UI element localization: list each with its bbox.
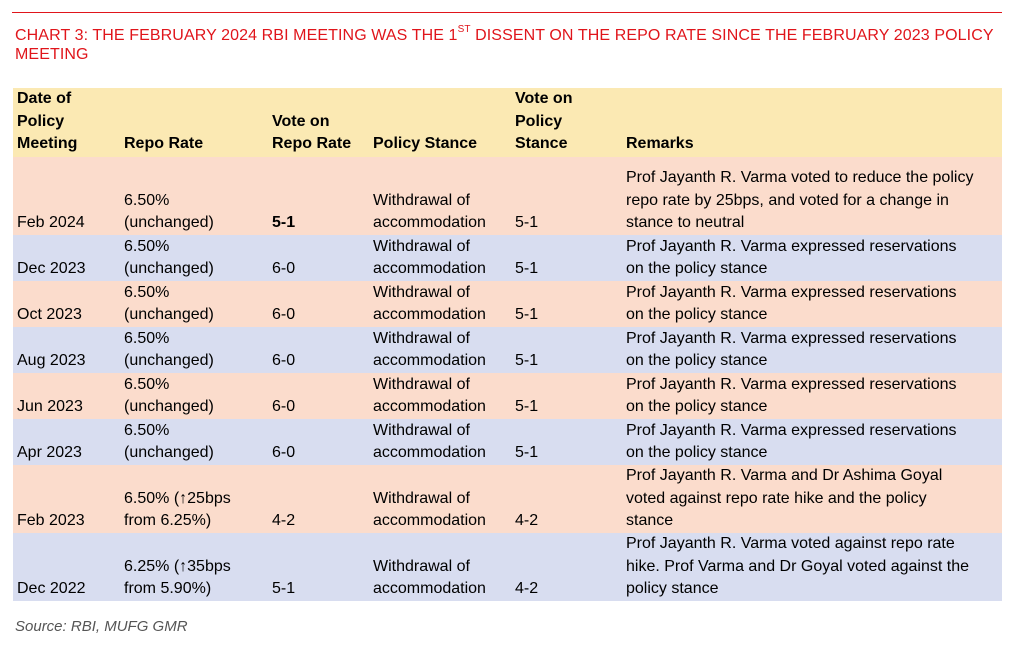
header-date: Date of Policy Meeting	[17, 90, 78, 152]
header-vote-repo: Vote on Repo Rate	[272, 112, 352, 152]
cell-vote-repo: 5-1	[272, 580, 296, 597]
cell-policy-stance: Withdrawal of accommodation	[373, 237, 486, 277]
cell-remarks: Prof Jayanth R. Varma expressed reservations on the policy stance	[626, 421, 957, 461]
table-row	[13, 157, 1002, 235]
cell-policy-stance: Withdrawal of accommodation	[373, 421, 486, 461]
cell-repo-rate: 6.50% (unchanged)	[124, 421, 214, 461]
cell-repo-rate: 6.50% (unchanged)	[124, 191, 214, 231]
policy-votes-table	[13, 88, 1002, 601]
cell-vote-stance: 5-1	[515, 352, 539, 369]
table-header-row	[13, 88, 1002, 157]
cell-date: Feb 2023	[17, 512, 85, 529]
cell-remarks: Prof Jayanth R. Varma expressed reservations on the policy stance	[626, 329, 957, 369]
header-vote-stance: Vote on Policy Stance	[515, 90, 573, 152]
cell-vote-stance: 5-1	[515, 260, 539, 277]
table-row	[13, 465, 1002, 533]
cell-remarks: Prof Jayanth R. Varma voted to reduce the policy repo rate by 25bps, and voted for a change in stance to neutral	[626, 169, 974, 231]
table-row	[13, 533, 1002, 601]
cell-policy-stance: Withdrawal of accommodation	[373, 557, 486, 597]
cell-date: Dec 2023	[17, 260, 86, 277]
cell-vote-stance: 4-2	[515, 512, 539, 529]
cell-policy-stance: Withdrawal of accommodation	[373, 489, 486, 529]
cell-repo-rate: 6.50% (↑25bps from 6.25%)	[124, 489, 231, 529]
cell-vote-repo: 6-0	[272, 444, 296, 461]
cell-repo-rate: 6.50% (unchanged)	[124, 375, 214, 415]
cell-remarks: Prof Jayanth R. Varma and Dr Ashima Goyal voted against repo rate hike and the policy stance	[626, 467, 943, 529]
cell-vote-stance: 5-1	[515, 306, 539, 323]
header-remarks: Remarks	[626, 135, 694, 152]
cell-date: Feb 2024	[17, 214, 85, 231]
cell-vote-repo: 6-0	[272, 398, 296, 415]
cell-remarks: Prof Jayanth R. Varma expressed reservations on the policy stance	[626, 283, 957, 323]
title-text: CHART 3: THE FEBRUARY 2024 RBI MEETING WAS THE 1	[15, 27, 458, 44]
cell-vote-repo: 6-0	[272, 352, 296, 369]
cell-vote-stance: 5-1	[515, 398, 539, 415]
cell-date: Apr 2023	[17, 444, 82, 461]
table-row	[13, 281, 1002, 327]
title-rule	[12, 12, 1002, 13]
cell-vote-repo: 5-1	[272, 214, 296, 231]
cell-remarks: Prof Jayanth R. Varma expressed reservations on the policy stance	[626, 237, 957, 277]
cell-vote-repo: 6-0	[272, 260, 296, 277]
cell-repo-rate: 6.50% (unchanged)	[124, 329, 214, 369]
cell-policy-stance: Withdrawal of accommodation	[373, 283, 486, 323]
cell-policy-stance: Withdrawal of accommodation	[373, 375, 486, 415]
table-row	[13, 373, 1002, 419]
cell-policy-stance: Withdrawal of accommodation	[373, 191, 486, 231]
cell-vote-repo: 4-2	[272, 512, 296, 529]
cell-remarks: Prof Jayanth R. Varma voted against repo rate hike. Prof Varma and Dr Goyal voted against the policy stance	[626, 535, 969, 597]
cell-policy-stance: Withdrawal of accommodation	[373, 329, 486, 369]
title-text-continued: DISSENT ON THE REPO RATE SINCE THE FEBRUARY 2023 POLICY MEETING	[15, 27, 994, 63]
cell-date: Jun 2023	[17, 398, 83, 415]
chart-title	[15, 23, 1005, 64]
cell-vote-repo: 6-0	[272, 306, 296, 323]
cell-remarks: Prof Jayanth R. Varma expressed reservations on the policy stance	[626, 375, 957, 415]
source-note: Source: RBI, MUFG GMR	[15, 618, 188, 635]
cell-vote-stance: 5-1	[515, 444, 539, 461]
title-superscript: ST	[457, 23, 471, 35]
table-row	[13, 419, 1002, 465]
cell-repo-rate: 6.50% (unchanged)	[124, 237, 214, 277]
cell-repo-rate: 6.50% (unchanged)	[124, 283, 214, 323]
cell-vote-stance: 5-1	[515, 214, 539, 231]
cell-date: Dec 2022	[17, 580, 86, 597]
cell-vote-stance: 4-2	[515, 580, 539, 597]
table-row	[13, 235, 1002, 281]
table-row	[13, 327, 1002, 373]
cell-date: Oct 2023	[17, 306, 82, 323]
header-repo-rate: Repo Rate	[124, 135, 204, 152]
cell-date: Aug 2023	[17, 352, 86, 369]
cell-repo-rate: 6.25% (↑35bps from 5.90%)	[124, 557, 231, 597]
header-policy-stance: Policy Stance	[373, 135, 478, 152]
